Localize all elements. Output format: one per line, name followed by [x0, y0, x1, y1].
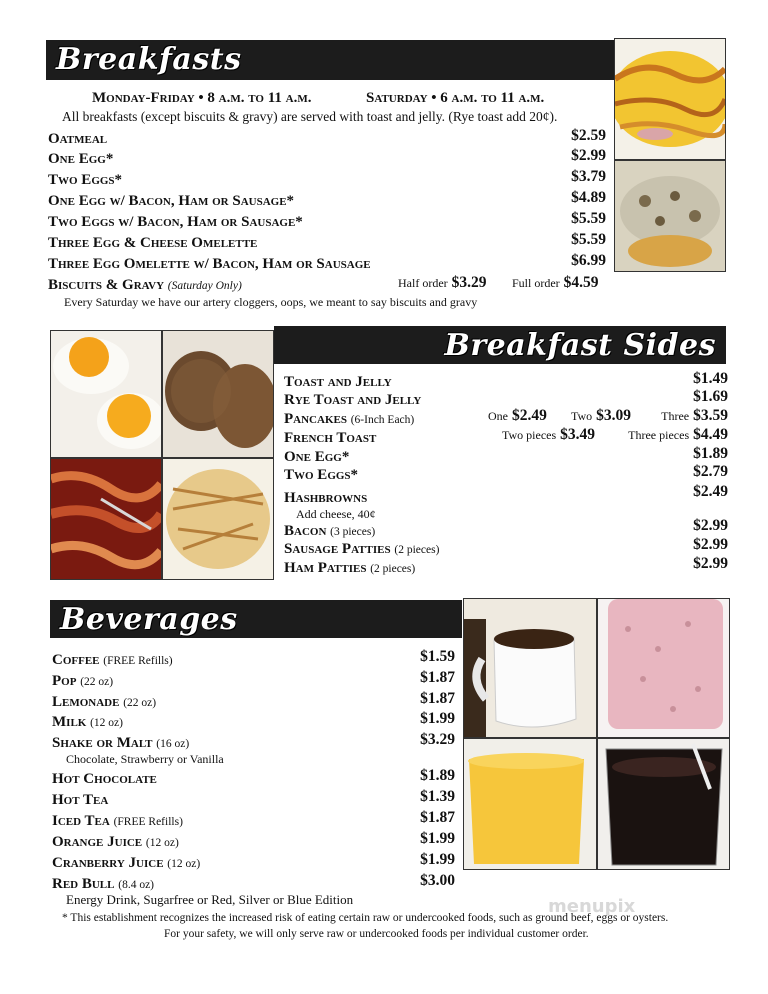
- breakfasts-title: Breakfasts: [56, 42, 242, 77]
- side-ham: [284, 560, 415, 577]
- beverage-name: Pop: [52, 673, 77, 689]
- pancakes-two-price: $3.09: [596, 407, 632, 424]
- beverage-note: (12 oz): [90, 717, 123, 729]
- coffee-photo: [463, 598, 597, 738]
- side-item-name: Rye Toast and Jelly: [284, 392, 422, 408]
- beverage-price: $1.87: [420, 809, 455, 826]
- pancakes-two-label: Two: [571, 409, 593, 423]
- breakfast-item-name: Two Eggs*: [48, 172, 123, 188]
- side-item-name: Toast and Jelly: [284, 374, 392, 390]
- side-sausage: [284, 541, 439, 558]
- beverage-name: Iced Tea: [52, 813, 110, 829]
- pancakes-one-label: One: [488, 409, 508, 423]
- beverage-price: $1.99: [420, 710, 455, 727]
- ham-note: (2 pieces): [370, 563, 416, 575]
- sausage-name: Sausage Patties: [284, 541, 391, 557]
- beverage-item: [52, 735, 189, 752]
- beverage-item: [52, 714, 123, 731]
- beverage-note: (12 oz): [167, 858, 201, 870]
- french-toast-three: [628, 426, 728, 444]
- beverage-item: [52, 834, 179, 851]
- orange-juice-photo: [463, 738, 597, 870]
- beverage-price: $1.99: [420, 830, 455, 847]
- shake-flavors: Chocolate, Strawberry or Vanilla: [66, 752, 224, 766]
- pancakes-name: Pancakes: [284, 411, 347, 427]
- sausage-price: $2.99: [693, 536, 728, 553]
- biscuits-half-order: [398, 274, 487, 292]
- breakfast-hours-weekday: Monday-Friday • 8 a.m. to 11 a.m.: [92, 90, 312, 106]
- beverage-note: (FREE Refills): [113, 816, 183, 828]
- half-order-price: $3.29: [451, 274, 487, 291]
- french-three-price: $4.49: [693, 426, 728, 443]
- beverage-name: Shake or Malt: [52, 735, 153, 751]
- menupix-watermark: menupix: [548, 896, 636, 917]
- hashbrowns-price: $2.49: [693, 483, 728, 500]
- french-three-label: Three pieces: [628, 428, 690, 442]
- hashbrowns-name: Hashbrowns: [284, 490, 368, 506]
- footer-disclaimer-1: * This establishment recognizes the increased risk of eating certain raw or undercooked foods, such as ground beef, eggs or oysters.: [62, 912, 669, 924]
- footer-disclaimer-2: For your safety, we will only serve raw or undercooked foods per individual customer order.: [164, 928, 589, 940]
- side-item-price: $1.89: [693, 445, 728, 462]
- full-order-label: Full order: [512, 276, 560, 290]
- beverage-note: (12 oz): [145, 837, 179, 849]
- beverage-item: [52, 792, 108, 809]
- beverage-name: Coffee: [52, 652, 100, 668]
- milkshake-photo: [597, 598, 730, 738]
- breakfast-item-name: Oatmeal: [48, 131, 108, 147]
- breakfast-item-name: Three Egg & Cheese Omelette: [48, 235, 258, 251]
- beverage-name: Milk: [52, 714, 87, 730]
- sausage-note: (2 pieces): [394, 544, 440, 556]
- beverage-name: Cranberry Juice: [52, 855, 164, 871]
- side-item-price: $2.79: [693, 463, 728, 480]
- beverage-item: [52, 673, 113, 690]
- side-item-price: $1.69: [693, 388, 728, 405]
- breakfast-intro: All breakfasts (except biscuits & gravy) are served with toast and jelly. (Rye toast add 20¢).: [62, 109, 558, 124]
- hashbrowns-photo: [162, 458, 274, 580]
- pancakes-two: [571, 407, 631, 425]
- beverage-note: (22 oz): [123, 697, 157, 709]
- biscuits-full-order: [512, 274, 599, 292]
- fried-eggs-photo: [50, 330, 162, 458]
- breakfast-item-price: $4.89: [571, 189, 606, 206]
- beverage-note: (FREE Refills): [103, 655, 173, 667]
- beverage-price: $1.87: [420, 669, 455, 686]
- french-toast-two: [502, 426, 595, 444]
- saturday-note: Every Saturday we have our artery cloggers, oops, we meant to say biscuits and gravy: [64, 295, 478, 309]
- beverage-item: [52, 652, 173, 669]
- side-item-price: $1.49: [693, 370, 728, 387]
- beverage-note: (22 oz): [80, 676, 114, 688]
- pancakes-three-price: $3.59: [693, 407, 728, 424]
- beverage-name: Orange Juice: [52, 834, 143, 850]
- ham-price: $2.99: [693, 555, 728, 572]
- breakfast-item-name: One Egg w/ Bacon, Ham or Sausage*: [48, 193, 295, 209]
- beverages-title: Beverages: [60, 602, 238, 637]
- pancakes-one: [488, 407, 547, 425]
- breakfast-hours-saturday: Saturday • 6 a.m. to 11 a.m.: [366, 90, 545, 106]
- bacon-note: (3 pieces): [330, 526, 376, 538]
- beverage-price: $3.29: [420, 731, 455, 748]
- sausage-patties-photo: [162, 330, 274, 458]
- beverage-name: Red Bull: [52, 876, 115, 892]
- side-item-name: One Egg*: [284, 449, 350, 465]
- breakfasts-banner: [46, 40, 614, 80]
- beverage-price: $1.89: [420, 767, 455, 784]
- pancakes-note: (6-Inch Each): [350, 414, 415, 426]
- breakfast-item-price: $5.59: [571, 210, 606, 227]
- cola-photo: [597, 738, 730, 870]
- breakfast-sides-title: Breakfast Sides: [444, 328, 716, 363]
- beverage-name: Hot Tea: [52, 792, 109, 808]
- beverages-banner: [50, 600, 462, 638]
- pancakes-three: [661, 407, 728, 425]
- beverage-item: [52, 876, 154, 893]
- beverage-item: [52, 771, 157, 788]
- beverage-price: $1.99: [420, 851, 455, 868]
- beverage-item: [52, 694, 156, 711]
- half-order-label: Half order: [398, 276, 448, 290]
- beverage-price: $3.00: [420, 872, 455, 889]
- side-bacon: [284, 523, 375, 540]
- breakfast-item-price: $5.59: [571, 231, 606, 248]
- french-two-price: $3.49: [560, 426, 596, 443]
- full-order-price: $4.59: [563, 274, 599, 291]
- redbull-editions: Energy Drink, Sugarfree or Red, Silver or Blue Edition: [66, 892, 354, 907]
- biscuits-gravy-note: (Saturday Only): [167, 280, 242, 292]
- side-item-name: Two Eggs*: [284, 467, 359, 483]
- ham-name: Ham Patties: [284, 560, 367, 576]
- pancakes-three-label: Three: [661, 409, 690, 423]
- french-two-label: Two pieces: [502, 428, 557, 442]
- breakfast-item-price: $3.79: [571, 168, 606, 185]
- omelette-photo: [614, 38, 726, 160]
- beverage-note: (16 oz): [156, 738, 190, 750]
- breakfast-item-name: Three Egg Omelette w/ Bacon, Ham or Sausage: [48, 256, 371, 272]
- beverage-price: $1.39: [420, 788, 455, 805]
- biscuits-gravy-photo: [614, 160, 726, 272]
- beverage-name: Lemonade: [52, 694, 120, 710]
- bacon-photo: [50, 458, 162, 580]
- hashbrowns-note: Add cheese, 40¢: [296, 507, 376, 521]
- beverage-note: (8.4 oz): [118, 879, 155, 891]
- breakfast-item-price: $2.99: [571, 147, 606, 164]
- beverage-item: [52, 855, 200, 872]
- french-toast-name: French Toast: [284, 430, 377, 446]
- beverage-name: Hot Chocolate: [52, 771, 157, 787]
- beverage-item: [52, 813, 183, 830]
- pancakes-one-price: $2.49: [512, 407, 547, 424]
- breakfast-sides-banner: [274, 326, 726, 364]
- beverage-price: $1.87: [420, 690, 455, 707]
- bacon-price: $2.99: [693, 517, 728, 534]
- breakfast-item-price: $6.99: [571, 252, 606, 269]
- biscuits-gravy: [48, 277, 242, 294]
- beverage-price: $1.59: [420, 648, 455, 665]
- biscuits-gravy-name: Biscuits & Gravy: [48, 277, 165, 293]
- bacon-name: Bacon: [284, 523, 327, 539]
- pancakes-item: [284, 411, 414, 428]
- breakfast-item-price: $2.59: [571, 127, 606, 144]
- breakfast-item-name: Two Eggs w/ Bacon, Ham or Sausage*: [48, 214, 303, 230]
- breakfast-item-name: One Egg*: [48, 151, 114, 167]
